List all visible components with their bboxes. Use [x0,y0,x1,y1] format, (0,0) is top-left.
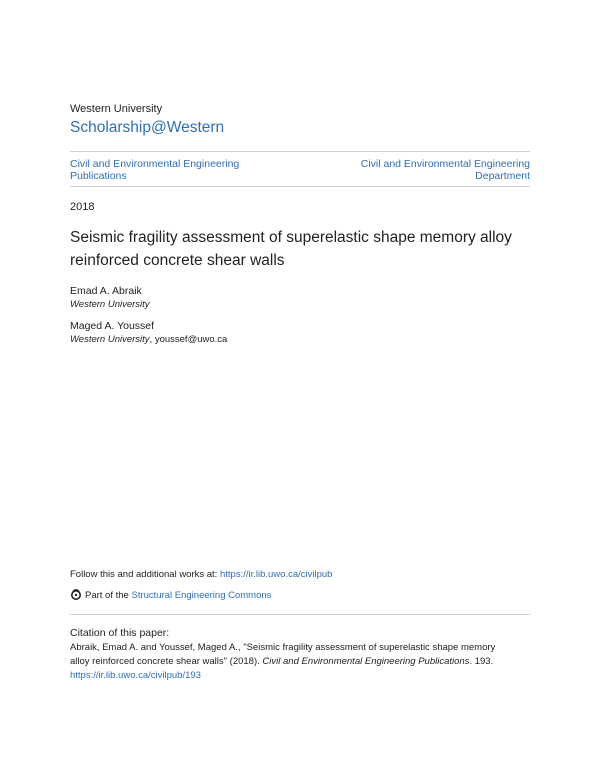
author-block-2 [70,320,227,345]
citation-heading: Citation of this paper: [70,627,170,639]
repository-link[interactable]: Scholarship@Western [70,119,225,136]
publication-year: 2018 [70,201,95,213]
divider-top [70,151,530,152]
author-email[interactable]: youssef@uwo.ca [154,334,228,345]
divider-bottom [70,614,530,615]
open-access-icon [70,588,82,600]
institution-name: Western University [70,103,163,115]
author-affiliation: Western University [70,299,150,310]
paper-title: Seismic fragility assessment of superelastic shape memory alloy reinforced concrete shear walls [70,229,512,269]
author-name: Emad A. Abraik [70,285,142,297]
part-of-text: Part of the [85,590,132,601]
part-of-line [70,588,271,601]
follow-text: Follow this and additional works at: [70,569,220,580]
collection-publications-link[interactable]: Civil and Environmental Engineering Publications [70,158,240,182]
follow-line [70,569,332,580]
divider-middle [70,186,530,187]
collection-url-link[interactable]: https://ir.lib.uwo.ca/civilpub [219,569,333,580]
citation-journal: Civil and Environmental Engineering Publications [262,656,470,667]
author-block-1 [70,285,150,310]
author-affiliation: Western University, youssef@uwo.ca [70,334,228,345]
structural-engineering-commons-link[interactable]: Structural Engineering Commons [131,590,272,601]
collection-department-link[interactable]: Civil and Environmental Engineering Department [360,158,530,182]
author-name: Maged A. Youssef [70,320,155,332]
citation-line-1: Abraik, Emad A. and Youssef, Maged A., "Seismic fragility assessment of superelastic shape memory [70,642,496,653]
citation-url-link[interactable]: https://ir.lib.uwo.ca/civilpub/193 [70,670,201,681]
citation-line-2: alloy reinforced concrete shear walls" (2018). Civil and Environmental Engineering Publications. 193. [70,656,494,667]
citation-body [70,641,530,683]
